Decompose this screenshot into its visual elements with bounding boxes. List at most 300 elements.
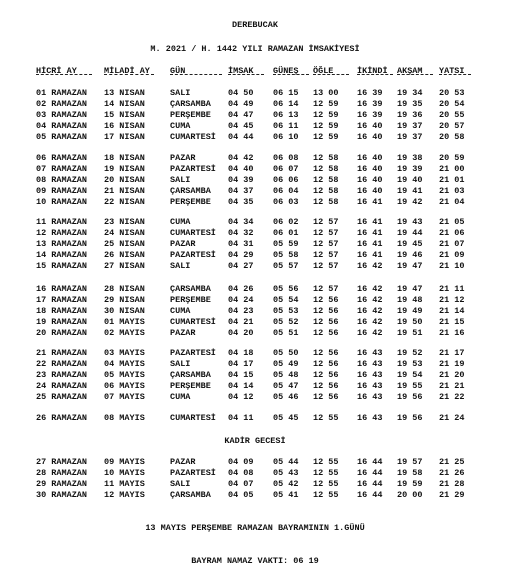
table-cell: 21 29 (439, 490, 465, 500)
table-row (0, 239, 510, 249)
table-cell: 05 43 (273, 468, 299, 478)
table-cell: 12 59 (313, 132, 339, 142)
table-cell: 26 RAMAZAN (36, 413, 88, 423)
table-cell: 19 41 (397, 186, 423, 196)
table-cell: PERŞEMBE (170, 295, 211, 305)
table-cell: 21 09 (439, 250, 465, 260)
table-cell: 21 11 (439, 284, 465, 294)
table-cell: PAZARTESİ (170, 348, 216, 358)
table-cell: 19 53 (397, 359, 423, 369)
table-cell: 04 05 (228, 490, 254, 500)
header-underline (313, 74, 349, 76)
kadir-gecesi-label: KADİR GECESİ (224, 436, 286, 446)
table-row (0, 153, 510, 163)
table-cell: 04 49 (228, 99, 254, 109)
table-cell: 12 56 (313, 328, 339, 338)
table-cell: 04 31 (228, 239, 254, 249)
table-cell: 29 RAMAZAN (36, 479, 88, 489)
table-cell: 21 16 (439, 328, 465, 338)
table-cell: 25 NISAN (104, 239, 145, 249)
table-cell: 09 RAMAZAN (36, 186, 88, 196)
table-cell: 25 RAMAZAN (36, 392, 88, 402)
table-cell: 12 58 (313, 186, 339, 196)
table-cell: 16 42 (357, 284, 383, 294)
table-cell: 16 42 (357, 261, 383, 271)
table-cell: 19 NISAN (104, 164, 145, 174)
table-row (0, 228, 510, 238)
table-cell: 04 24 (228, 295, 254, 305)
table-cell: 03 RAMAZAN (36, 110, 88, 120)
header-underline (104, 74, 154, 76)
table-cell: 12 57 (313, 250, 339, 260)
table-cell: 16 40 (357, 153, 383, 163)
table-cell: PAZARTESİ (170, 250, 216, 260)
table-cell: 06 08 (273, 153, 299, 163)
table-row (0, 359, 510, 369)
table-cell: 15 RAMAZAN (36, 261, 88, 271)
table-cell: 19 43 (397, 217, 423, 227)
table-cell: 06 02 (273, 217, 299, 227)
table-cell: 28 NISAN (104, 284, 145, 294)
table-cell: 12 57 (313, 261, 339, 271)
table-cell: 19 45 (397, 239, 423, 249)
table-cell: 12 58 (313, 164, 339, 174)
table-cell: 04 35 (228, 197, 254, 207)
table-cell: 04 18 (228, 348, 254, 358)
table-cell: 29 NISAN (104, 295, 145, 305)
table-cell: 12 55 (313, 490, 339, 500)
table-cell: 19 58 (397, 468, 423, 478)
table-cell: 28 RAMAZAN (36, 468, 88, 478)
table-cell: 19 57 (397, 457, 423, 467)
table-cell: 14 NISAN (104, 99, 145, 109)
bayram-namaz-time: BAYRAM NAMAZ VAKTI: 06 19 (191, 556, 319, 566)
table-cell: 30 RAMAZAN (36, 490, 88, 500)
table-cell: 19 44 (397, 228, 423, 238)
table-cell: 08 MAYIS (104, 413, 145, 423)
table-cell: 22 NISAN (104, 197, 145, 207)
table-cell: 19 49 (397, 306, 423, 316)
table-cell: 16 43 (357, 370, 383, 380)
table-cell: 06 RAMAZAN (36, 153, 88, 163)
table-cell: PERŞEMBE (170, 381, 211, 391)
table-cell: 07 MAYIS (104, 392, 145, 402)
table-cell: 06 15 (273, 88, 299, 98)
table-cell: ÇARSAMBA (170, 284, 211, 294)
table-cell: 05 52 (273, 317, 299, 327)
table-row (0, 392, 510, 402)
table-cell: 20 00 (397, 490, 423, 500)
table-cell: 17 RAMAZAN (36, 295, 88, 305)
table-cell: 16 44 (357, 468, 383, 478)
table-row (0, 457, 510, 467)
table-cell: 19 34 (397, 88, 423, 98)
table-cell: 12 55 (313, 413, 339, 423)
table-row (0, 217, 510, 227)
table-cell: 21 10 (439, 261, 465, 271)
table-cell: PAZAR (170, 457, 196, 467)
table-cell: SALI (170, 479, 191, 489)
column-header: AKŞAM (397, 66, 423, 76)
table-cell: SALI (170, 261, 191, 271)
table-cell: 16 40 (357, 164, 383, 174)
table-cell: 05 46 (273, 392, 299, 402)
table-cell: 21 07 (439, 239, 465, 249)
table-cell: 20 55 (439, 110, 465, 120)
table-cell: 04 44 (228, 132, 254, 142)
table-cell: CUMARTESİ (170, 317, 216, 327)
table-cell: 21 12 (439, 295, 465, 305)
table-cell: 19 RAMAZAN (36, 317, 88, 327)
table-cell: 18 NISAN (104, 153, 145, 163)
table-cell: CUMARTESİ (170, 132, 216, 142)
table-cell: ÇARSAMBA (170, 370, 211, 380)
table-cell: 23 NISAN (104, 217, 145, 227)
table-cell: 07 RAMAZAN (36, 164, 88, 174)
table-cell: 19 54 (397, 370, 423, 380)
table-cell: 06 03 (273, 197, 299, 207)
column-header: ÖĞLE (313, 66, 334, 76)
table-cell: 21 01 (439, 175, 465, 185)
table-cell: 05 57 (273, 261, 299, 271)
table-cell: SALI (170, 175, 191, 185)
table-row (0, 88, 510, 98)
table-cell: 19 48 (397, 295, 423, 305)
table-cell: 04 45 (228, 121, 254, 131)
table-cell: 05 56 (273, 284, 299, 294)
column-header: GÜN (170, 66, 186, 76)
table-row (0, 284, 510, 294)
table-cell: 20 57 (439, 121, 465, 131)
table-cell: 19 42 (397, 197, 423, 207)
table-row (0, 479, 510, 489)
table-cell: 17 NISAN (104, 132, 145, 142)
table-cell: 16 42 (357, 306, 383, 316)
table-cell: 19 47 (397, 261, 423, 271)
header-underline (273, 74, 309, 76)
table-row (0, 413, 510, 423)
table-cell: 16 41 (357, 228, 383, 238)
table-cell: 04 21 (228, 317, 254, 327)
table-cell: 05 51 (273, 328, 299, 338)
table-cell: 03 MAYIS (104, 348, 145, 358)
table-cell: 04 14 (228, 381, 254, 391)
table-cell: 16 43 (357, 348, 383, 358)
table-cell: SALI (170, 359, 191, 369)
table-row (0, 490, 510, 500)
table-cell: 16 NISAN (104, 121, 145, 131)
table-row (0, 110, 510, 120)
table-row (0, 186, 510, 196)
table-cell: 19 37 (397, 121, 423, 131)
table-cell: 27 NISAN (104, 261, 145, 271)
table-cell: 16 42 (357, 295, 383, 305)
table-row (0, 121, 510, 131)
table-cell: 16 39 (357, 110, 383, 120)
table-cell: 16 43 (357, 413, 383, 423)
table-cell: 05 48 (273, 370, 299, 380)
table-row (0, 370, 510, 380)
table-cell: 12 55 (313, 479, 339, 489)
table-cell: 21 04 (439, 197, 465, 207)
table-cell: 05 54 (273, 295, 299, 305)
table-cell: 16 43 (357, 392, 383, 402)
table-cell: 04 15 (228, 370, 254, 380)
table-cell: 04 29 (228, 250, 254, 260)
table-cell: 12 56 (313, 295, 339, 305)
page-subtitle: M. 2021 / H. 1442 YILI RAMAZAN İMSAKİYESİ (150, 44, 360, 54)
table-cell: 30 NISAN (104, 306, 145, 316)
column-header: GÜNEŞ (273, 66, 299, 76)
header-underline (36, 74, 92, 76)
table-cell: 12 56 (313, 317, 339, 327)
table-cell: 02 MAYIS (104, 328, 145, 338)
table-cell: 16 43 (357, 381, 383, 391)
table-cell: 21 00 (439, 164, 465, 174)
table-cell: 05 58 (273, 250, 299, 260)
table-cell: 13 00 (313, 88, 339, 98)
table-cell: 04 40 (228, 164, 254, 174)
table-cell: 19 50 (397, 317, 423, 327)
table-cell: CUMA (170, 121, 191, 131)
table-cell: PAZAR (170, 328, 196, 338)
table-cell: 16 44 (357, 479, 383, 489)
table-row (0, 381, 510, 391)
table-cell: 26 NISAN (104, 250, 145, 260)
table-cell: 11 MAYIS (104, 479, 145, 489)
table-cell: 12 56 (313, 348, 339, 358)
table-row (0, 250, 510, 260)
table-cell: 04 26 (228, 284, 254, 294)
table-cell: SALI (170, 88, 191, 98)
table-cell: 16 40 (357, 132, 383, 142)
table-cell: 19 38 (397, 153, 423, 163)
table-cell: PAZAR (170, 239, 196, 249)
table-cell: 12 MAYIS (104, 490, 145, 500)
table-cell: 12 56 (313, 392, 339, 402)
table-cell: 06 14 (273, 99, 299, 109)
table-cell: 21 03 (439, 186, 465, 196)
table-cell: 12 59 (313, 110, 339, 120)
table-cell: 05 44 (273, 457, 299, 467)
table-cell: 04 50 (228, 88, 254, 98)
table-cell: 12 56 (313, 306, 339, 316)
table-cell: 23 RAMAZAN (36, 370, 88, 380)
table-cell: 05 42 (273, 479, 299, 489)
table-row (0, 306, 510, 316)
table-cell: 19 39 (397, 164, 423, 174)
table-cell: 19 37 (397, 132, 423, 142)
table-cell: 04 20 (228, 328, 254, 338)
column-header: İKİNDİ (357, 66, 388, 76)
table-cell: 19 56 (397, 413, 423, 423)
header-underline (357, 74, 393, 76)
table-cell: 05 RAMAZAN (36, 132, 88, 142)
table-cell: 06 04 (273, 186, 299, 196)
table-cell: 21 RAMAZAN (36, 348, 88, 358)
table-cell: 12 RAMAZAN (36, 228, 88, 238)
table-header (0, 66, 510, 76)
table-cell: 21 05 (439, 217, 465, 227)
table-row (0, 132, 510, 142)
table-cell: 06 10 (273, 132, 299, 142)
table-cell: 04 MAYIS (104, 359, 145, 369)
table-cell: 16 44 (357, 490, 383, 500)
table-cell: 11 RAMAZAN (36, 217, 88, 227)
table-cell: 12 57 (313, 284, 339, 294)
table-cell: 05 59 (273, 239, 299, 249)
table-cell: 20 58 (439, 132, 465, 142)
table-row (0, 317, 510, 327)
table-cell: 18 RAMAZAN (36, 306, 88, 316)
column-header: İMSAK (228, 66, 254, 76)
table-cell: 04 34 (228, 217, 254, 227)
table-cell: 16 42 (357, 317, 383, 327)
column-header: HİCRİ AY (36, 66, 77, 76)
table-cell: 16 40 (357, 175, 383, 185)
table-cell: 21 NISAN (104, 186, 145, 196)
table-cell: 05 53 (273, 306, 299, 316)
table-row (0, 348, 510, 358)
table-cell: 05 45 (273, 413, 299, 423)
table-cell: 16 41 (357, 250, 383, 260)
table-cell: 06 01 (273, 228, 299, 238)
table-cell: 04 47 (228, 110, 254, 120)
table-row (0, 261, 510, 271)
table-cell: 19 59 (397, 479, 423, 489)
table-cell: 05 41 (273, 490, 299, 500)
table-cell: 16 40 (357, 121, 383, 131)
table-cell: 09 MAYIS (104, 457, 145, 467)
header-underline (170, 74, 222, 76)
table-cell: 05 49 (273, 359, 299, 369)
table-cell: 04 39 (228, 175, 254, 185)
table-cell: 01 RAMAZAN (36, 88, 88, 98)
table-cell: 16 39 (357, 99, 383, 109)
table-cell: 12 55 (313, 457, 339, 467)
table-cell: 21 26 (439, 468, 465, 478)
table-cell: 04 27 (228, 261, 254, 271)
table-cell: 19 40 (397, 175, 423, 185)
table-cell: 12 55 (313, 468, 339, 478)
table-cell: 16 40 (357, 186, 383, 196)
table-cell: 13 NISAN (104, 88, 145, 98)
table-cell: 08 RAMAZAN (36, 175, 88, 185)
column-header: YATSI (439, 66, 465, 76)
table-cell: 05 47 (273, 381, 299, 391)
table-cell: 16 41 (357, 217, 383, 227)
table-cell: 04 32 (228, 228, 254, 238)
table-cell: 21 15 (439, 317, 465, 327)
table-cell: 16 44 (357, 457, 383, 467)
table-cell: PAZARTESİ (170, 164, 216, 174)
table-cell: 21 06 (439, 228, 465, 238)
table-cell: 04 37 (228, 186, 254, 196)
table-cell: 21 28 (439, 479, 465, 489)
table-cell: 04 12 (228, 392, 254, 402)
table-row (0, 99, 510, 109)
table-cell: 13 RAMAZAN (36, 239, 88, 249)
table-cell: 12 57 (313, 239, 339, 249)
table-cell: 02 RAMAZAN (36, 99, 88, 109)
table-cell: 04 17 (228, 359, 254, 369)
table-cell: CUMA (170, 392, 191, 402)
table-row (0, 175, 510, 185)
table-cell: 01 MAYIS (104, 317, 145, 327)
table-cell: 10 MAYIS (104, 468, 145, 478)
table-cell: 16 43 (357, 359, 383, 369)
table-cell: 05 MAYIS (104, 370, 145, 380)
table-cell: 06 11 (273, 121, 299, 131)
table-cell: 12 56 (313, 381, 339, 391)
table-cell: 21 20 (439, 370, 465, 380)
table-cell: 16 42 (357, 328, 383, 338)
column-header: MİLADİ AY (104, 66, 150, 76)
table-cell: PERŞEMBE (170, 197, 211, 207)
table-cell: 22 RAMAZAN (36, 359, 88, 369)
table-cell: 04 07 (228, 479, 254, 489)
header-underline (397, 74, 433, 76)
table-cell: 04 11 (228, 413, 254, 423)
table-cell: 19 55 (397, 381, 423, 391)
table-cell: 19 36 (397, 110, 423, 120)
table-cell: 12 57 (313, 217, 339, 227)
table-cell: ÇARSAMBA (170, 186, 211, 196)
table-cell: 19 56 (397, 392, 423, 402)
table-cell: 21 22 (439, 392, 465, 402)
table-cell: CUMARTESİ (170, 413, 216, 423)
table-row (0, 468, 510, 478)
table-cell: ÇARSAMBA (170, 99, 211, 109)
table-cell: 16 RAMAZAN (36, 284, 88, 294)
table-cell: 21 19 (439, 359, 465, 369)
table-cell: 12 59 (313, 99, 339, 109)
table-cell: 20 53 (439, 88, 465, 98)
table-cell: 06 07 (273, 164, 299, 174)
table-cell: 06 13 (273, 110, 299, 120)
table-cell: 21 24 (439, 413, 465, 423)
table-cell: 19 46 (397, 250, 423, 260)
table-cell: 12 58 (313, 175, 339, 185)
table-cell: 12 56 (313, 370, 339, 380)
table-cell: 14 RAMAZAN (36, 250, 88, 260)
table-cell: 21 25 (439, 457, 465, 467)
table-cell: ÇARSAMBA (170, 490, 211, 500)
table-cell: 06 06 (273, 175, 299, 185)
table-cell: PAZARTESİ (170, 468, 216, 478)
table-cell: 21 21 (439, 381, 465, 391)
table-cell: 12 56 (313, 359, 339, 369)
table-cell: 24 NISAN (104, 228, 145, 238)
table-cell: 20 RAMAZAN (36, 328, 88, 338)
table-cell: 12 58 (313, 153, 339, 163)
table-cell: 04 09 (228, 457, 254, 467)
table-cell: CUMARTESİ (170, 228, 216, 238)
table-cell: 16 39 (357, 88, 383, 98)
bayram-line: 13 MAYIS PERŞEMBE RAMAZAN BAYRAMININ 1.GÜNÜ (145, 523, 365, 533)
table-cell: 05 50 (273, 348, 299, 358)
table-cell: 10 RAMAZAN (36, 197, 88, 207)
table-row (0, 197, 510, 207)
table-cell: 27 RAMAZAN (36, 457, 88, 467)
table-cell: 20 59 (439, 153, 465, 163)
header-underline (228, 74, 264, 76)
table-cell: 12 58 (313, 197, 339, 207)
table-cell: 04 42 (228, 153, 254, 163)
table-cell: 15 NISAN (104, 110, 145, 120)
table-cell: 04 RAMAZAN (36, 121, 88, 131)
table-cell: CUMA (170, 217, 191, 227)
